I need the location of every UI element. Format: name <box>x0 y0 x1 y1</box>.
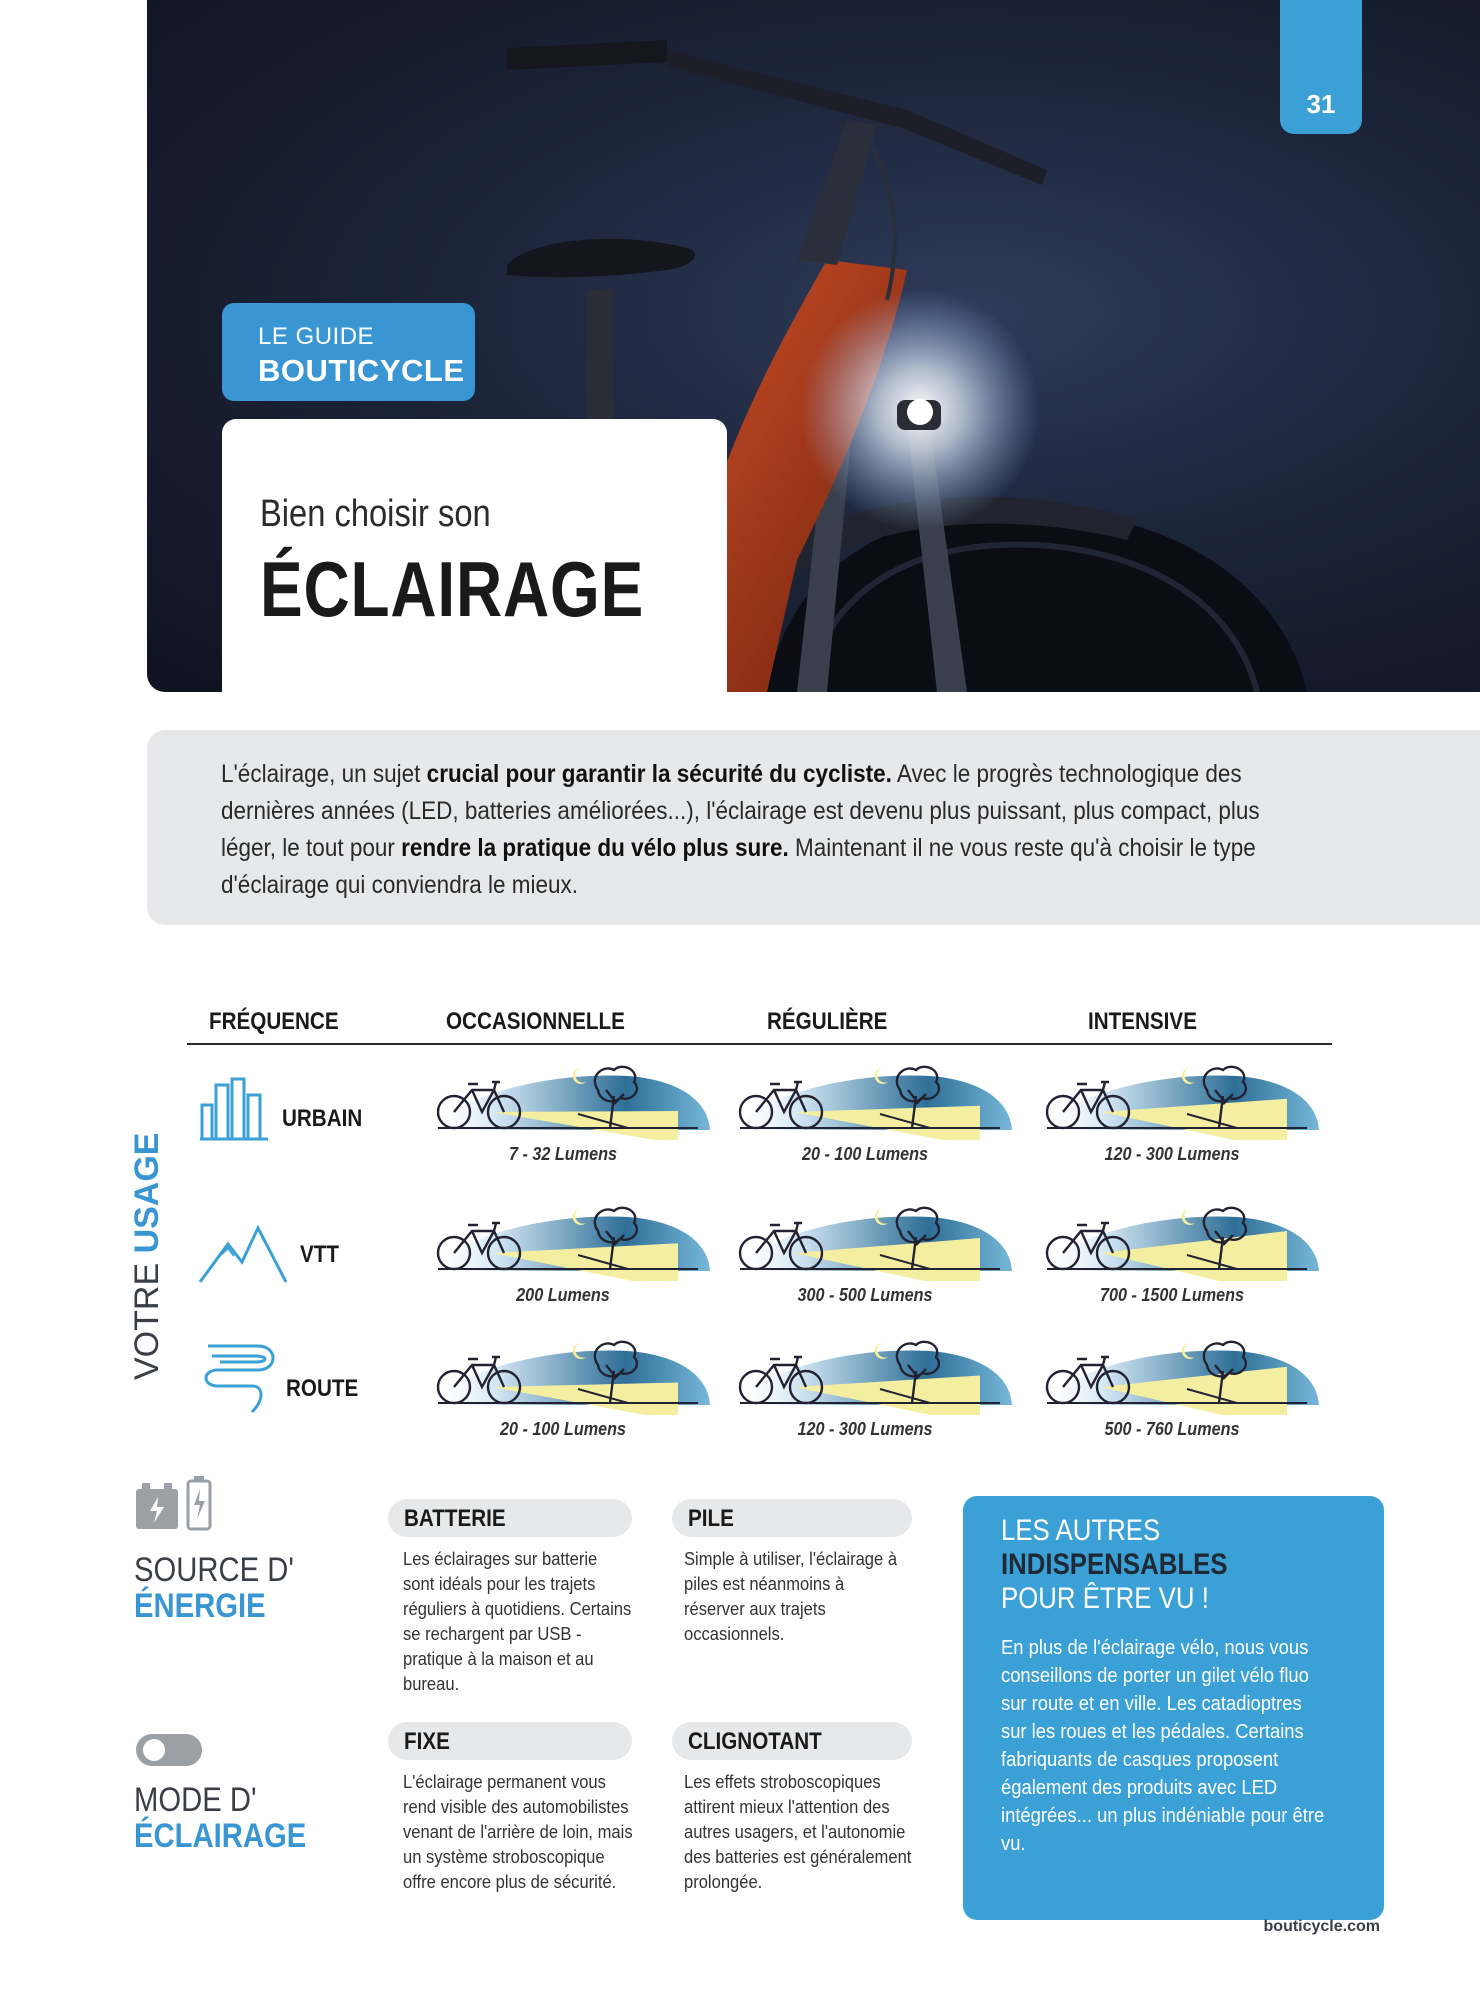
lumens-label: 20 - 100 Lumens <box>801 1144 929 1164</box>
column-reguliere: RÉGULIÈRE <box>767 1008 888 1035</box>
fixe-text: L'éclairage permanent vous rend visible des automobilistes venant de l'arrière de loin, mais un système stroboscopique offre encore plus de sécurité. <box>403 1772 633 1892</box>
column-occasionnelle: OCCASIONNELLE <box>446 1008 625 1035</box>
usage-label-vtt: VTT <box>300 1241 339 1268</box>
pill-pile <box>672 1499 912 1537</box>
energy-title-a: SOURCE D' <box>134 1551 294 1589</box>
usage-row-urbain <box>198 1075 375 1141</box>
bike-light-icon <box>428 1201 718 1281</box>
pile-label: PILE <box>688 1505 734 1532</box>
lumens-label: 120 - 300 Lumens <box>797 1419 933 1439</box>
usage-row-vtt <box>198 1222 345 1284</box>
bike-light-icon <box>428 1335 718 1415</box>
title-card <box>222 419 727 692</box>
intro-bold2: rendre la pratique du vélo plus sure. <box>401 834 789 862</box>
guide-badge <box>222 303 475 401</box>
badge-line2: BOUTICYCLE <box>258 353 465 388</box>
lighting-cell <box>1037 1201 1327 1311</box>
lighting-cell <box>730 1335 1020 1445</box>
batterie-label: BATTERIE <box>404 1505 506 1532</box>
badge-line1: LE GUIDE <box>258 323 375 350</box>
clignotant-label: CLIGNOTANT <box>688 1728 822 1755</box>
page-subtitle: Bien choisir son <box>260 493 491 535</box>
intro-part2: Avec le progrès technologique des dernières années (LED, batteries améliorées...), l'éclairage est devenu plus puissant, plus compact, plus léger, le tout pour <box>221 760 1260 862</box>
fixe-label: FIXE <box>404 1728 450 1755</box>
lumens-label: 300 - 500 Lumens <box>797 1285 933 1305</box>
intro-part3: Maintenant il ne vous reste qu'à choisir le type d'éclairage qui conviendra le mieux. <box>221 834 1256 899</box>
lighting-cell <box>428 1060 718 1170</box>
clignotant-text: Les effets stroboscopiques attirent mieux l'attention des autres usagers, et l'autonomie des batteries est généralement prolongée. <box>684 1772 912 1892</box>
mode-title-a: MODE D' <box>134 1781 257 1819</box>
usage-label-a: VOTRE <box>128 1253 166 1380</box>
lighting-cell <box>730 1060 1020 1170</box>
usage-row-route <box>198 1342 370 1414</box>
lighting-cell <box>428 1201 718 1311</box>
intro-panel <box>147 730 1480 925</box>
road-icon <box>198 1342 282 1414</box>
energy-title-b: ÉNERGIE <box>134 1587 266 1625</box>
lumens-label: 120 - 300 Lumens <box>1104 1144 1240 1164</box>
pill-clignotant <box>672 1722 912 1760</box>
city-icon <box>198 1075 270 1141</box>
pill-batterie <box>388 1499 632 1537</box>
usage-label-route: ROUTE <box>286 1375 359 1402</box>
usage-label-b: USAGE <box>128 1132 166 1254</box>
intro-part1: L'éclairage, un sujet <box>221 760 427 788</box>
website-footer: bouticycle.com <box>1263 1918 1380 1935</box>
page-number: 31 <box>1280 0 1362 134</box>
others-line2: INDISPENSABLES <box>1001 1548 1228 1581</box>
lumens-label: 700 - 1500 Lumens <box>1099 1285 1245 1305</box>
mode-title <box>134 1782 306 1854</box>
energy-title <box>134 1552 294 1624</box>
intro-text <box>221 756 1292 904</box>
batterie-text: Les éclairages sur batterie sont idéals pour les trajets réguliers à quotidiens. Certains se rechargent par USB - pratique à la maison et au bureau. <box>403 1549 632 1694</box>
column-intensive: INTENSIVE <box>1088 1008 1197 1035</box>
lumens-label: 200 Lumens <box>516 1285 610 1305</box>
bike-light-icon <box>1037 1201 1327 1281</box>
others-line3: POUR ÊTRE VU ! <box>1001 1582 1209 1615</box>
toggle-icon <box>134 1732 204 1768</box>
intro-bold1: crucial pour garantir la sécurité du cycliste. <box>426 760 892 788</box>
others-line1: LES AUTRES <box>1001 1514 1161 1547</box>
others-body: En plus de l'éclairage vélo, nous vous conseillons de porter un gilet vélo fluo sur route et en ville. Les catadioptres sur les roues et les pédales. Certains fabriquants de casques proposent également des produits avec LED intégrées... un plus indéniable pour être vu. <box>1001 1637 1325 1855</box>
mode-title-b: ÉCLAIRAGE <box>134 1817 307 1855</box>
bike-light-icon <box>1037 1335 1327 1415</box>
frequency-header: FRÉQUENCE <box>209 1008 339 1035</box>
usage-label-urbain: URBAIN <box>282 1105 363 1132</box>
bike-light-icon <box>730 1335 1020 1415</box>
lighting-cell <box>1037 1335 1327 1445</box>
mountain-icon <box>198 1222 288 1284</box>
bike-light-icon <box>1037 1060 1327 1140</box>
bike-light-icon <box>730 1060 1020 1140</box>
others-box <box>963 1496 1384 1920</box>
usage-side-label <box>128 1133 167 1381</box>
pill-fixe <box>388 1722 632 1760</box>
bike-light-icon <box>428 1060 718 1140</box>
lumens-label: 7 - 32 Lumens <box>508 1144 618 1164</box>
lumens-label: 500 - 760 Lumens <box>1104 1419 1240 1439</box>
lighting-cell <box>730 1201 1020 1311</box>
table-divider <box>187 1043 1332 1045</box>
page-title: ÉCLAIRAGE <box>260 545 645 633</box>
lighting-cell <box>1037 1060 1327 1170</box>
lighting-cell <box>428 1335 718 1445</box>
pile-text: Simple à utiliser, l'éclairage à piles est néanmoins à réserver aux trajets occasionnels. <box>684 1549 898 1644</box>
bike-light-icon <box>730 1201 1020 1281</box>
lumens-label: 20 - 100 Lumens <box>499 1419 627 1439</box>
battery-icon <box>134 1475 218 1535</box>
